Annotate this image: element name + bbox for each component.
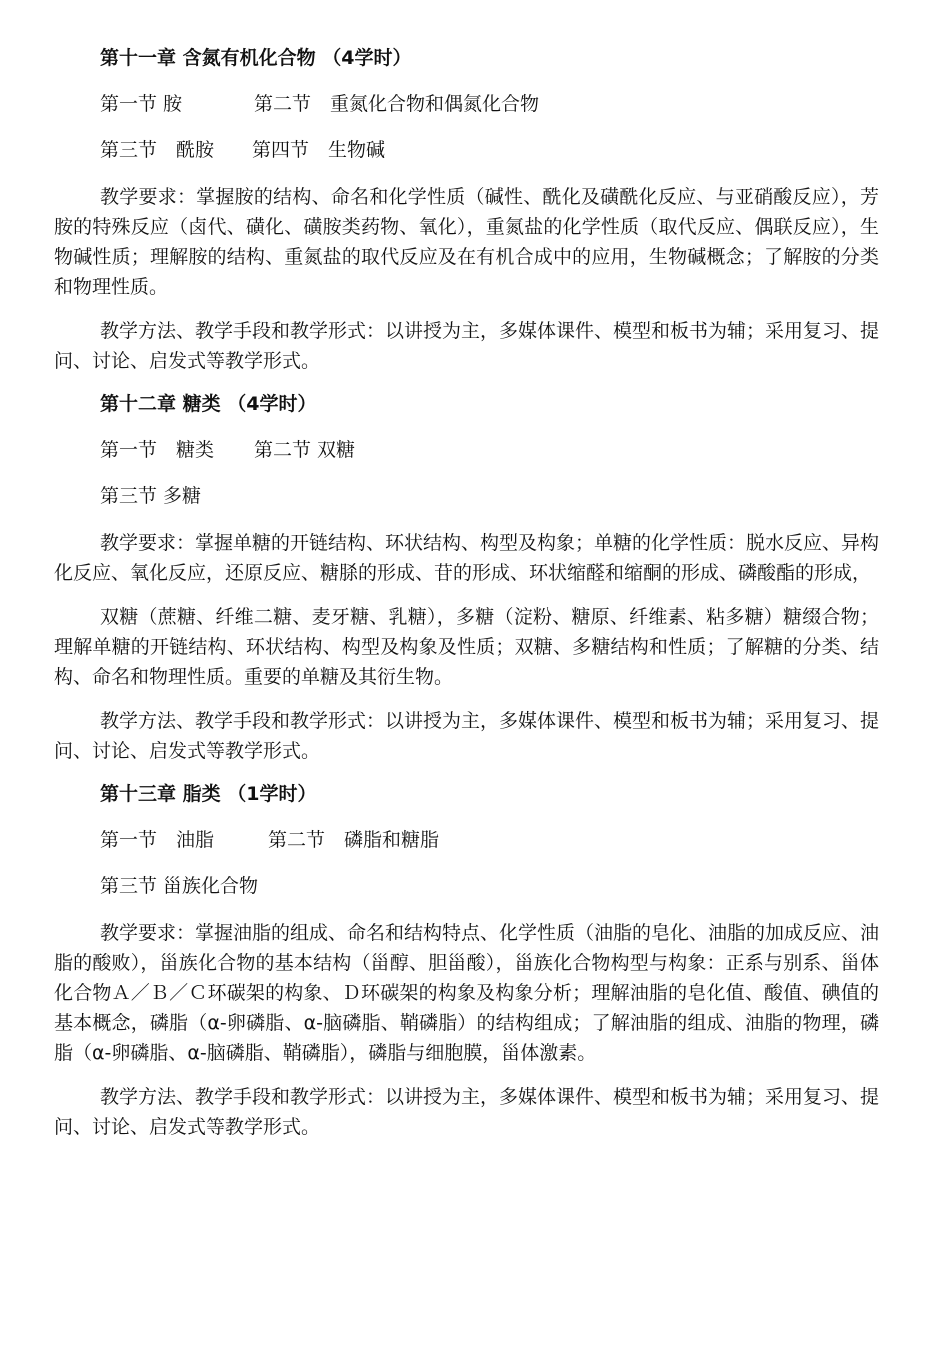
chapter-title: 第十二章 糖类 （4学时） xyxy=(100,393,317,415)
chapter-title: 第十一章 含氮有机化合物 （4学时） xyxy=(100,47,412,69)
section-line xyxy=(100,872,879,900)
section-line xyxy=(100,90,879,118)
section-item: 第二节 双糖 xyxy=(254,439,356,461)
section-line xyxy=(100,826,879,854)
section-item: 第二节 重氮化合物和偶氮化合物 xyxy=(254,93,540,115)
section-item: 第四节 生物碱 xyxy=(252,139,386,161)
section-line xyxy=(100,482,879,510)
teaching-methods: 教学方法、教学手段和教学形式：以讲授为主，多媒体课件、模型和板书为辅；采用复习、提问、讨论、启发式等教学形式。 xyxy=(54,1086,880,1138)
section-item: 第一节 糖类 xyxy=(100,439,215,461)
teaching-methods: 教学方法、教学手段和教学形式：以讲授为主，多媒体课件、模型和板书为辅；采用复习、提问、讨论、启发式等教学形式。 xyxy=(54,710,880,762)
section-item: 第二节 磷脂和糖脂 xyxy=(268,829,440,851)
section-item: 第三节 酰胺 xyxy=(100,139,215,161)
section-line xyxy=(100,436,879,464)
section-line xyxy=(100,136,879,164)
section-item: 第一节 胺 xyxy=(100,93,183,115)
teaching-methods: 教学方法、教学手段和教学形式：以讲授为主，多媒体课件、模型和板书为辅；采用复习、提问、讨论、启发式等教学形式。 xyxy=(54,320,880,372)
teaching-requirements: 教学要求：掌握胺的结构、命名和化学性质（碱性、酰化及磺酰化反应、与亚硝酸反应），芳胺的特殊反应（卤代、磺化、磺胺类药物、氧化），重氮盐的化学性质（取代反应、偶联反应），生物碱性质；理解胺的结构、重氮盐的取代反应及在有机合成中的应用，生物碱概念；了解胺的分类和物理性质。 xyxy=(54,186,879,298)
chapter-title: 第十三章 脂类 （1学时） xyxy=(100,783,317,805)
teaching-requirements-continued: 双糖（蔗糖、纤维二糖、麦牙糖、乳糖），多糖（淀粉、糖原、纤维素、粘多糖）糖缀合物；理解单糖的开链结构、环状结构、构型及构象及性质；双糖、多糖结构和性质；了解糖的分类、结构、命名和物理性质。重要的单糖及其衍生物。 xyxy=(54,606,879,688)
section-item: 第三节 多糖 xyxy=(100,485,202,507)
section-item: 第一节 油脂 xyxy=(100,829,215,851)
section-item: 第三节 甾族化合物 xyxy=(100,875,259,897)
teaching-requirements: 教学要求：掌握油脂的组成、命名和结构特点、化学性质（油脂的皂化、油脂的加成反应、油脂的酸败），甾族化合物的基本结构（甾醇、胆甾酸），甾族化合物构型与构象：正系与别系、甾体化合物Ａ／Ｂ／Ｃ环碳架的构象、Ｄ环碳架的构象及构象分析；理解油脂的皂化值、酸值、碘值的基本概念，磷脂（α-卵磷脂、α-脑磷脂、鞘磷脂）的结构组成；了解油脂的组成、油脂的物理，磷脂（α-卵磷脂、α-脑磷脂、鞘磷脂），磷脂与细胞膜，甾体激素。 xyxy=(54,922,880,1064)
teaching-requirements: 教学要求：掌握单糖的开链结构、环状结构、构型及构象；单糖的化学性质：脱水反应、异构化反应、氧化反应，还原反应、糖脎的形成、苷的形成、环状缩醛和缩酮的形成、磷酸酯的形成， xyxy=(54,532,880,584)
